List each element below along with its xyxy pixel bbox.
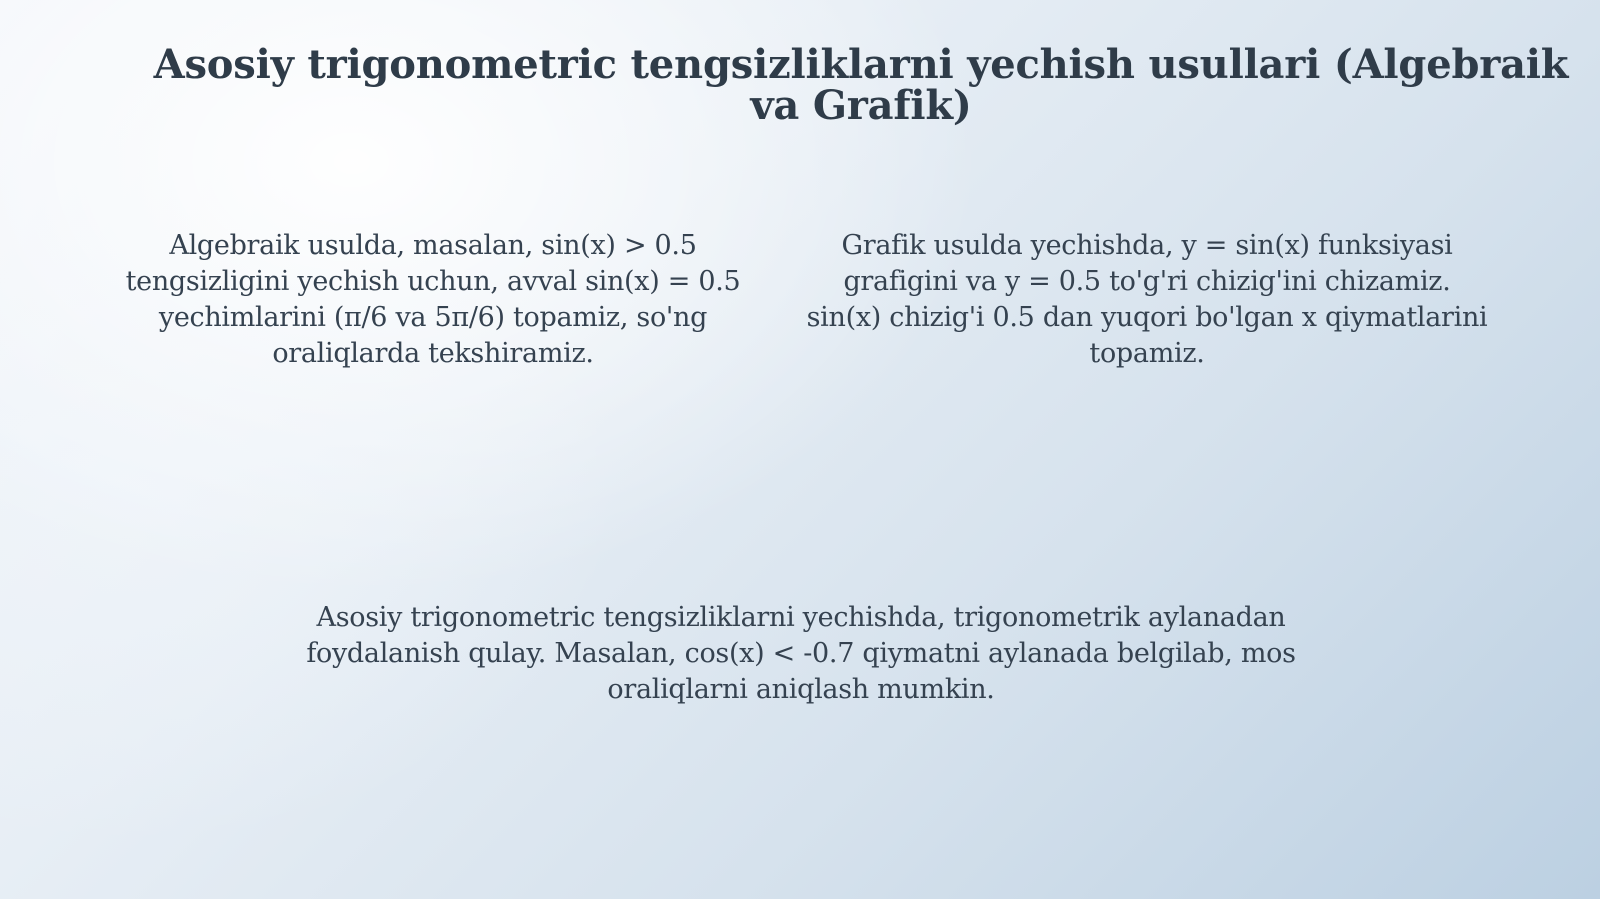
algebraic-method-text: Algebraik usulda, masalan, sin(x) > 0.5 tengsizligini yechish uchun, avval sin(x) = 0.5 yechimlarini (π/6 va 5π/6) topamiz, so'ng oraliqlarda tekshiramiz. xyxy=(125,230,741,369)
unit-circle-method-text: Asosiy trigonometric tengsizliklarni yechishda, trigonometrik aylanadan foydalanish qulay. Masalan, cos(x) < -0.7 qiymatni aylanada belgilab, mos oraliqlarni aniqlash mumkin. xyxy=(306,602,1296,705)
graphical-method-text: Grafik usulda yechishda, y = sin(x) funksiyasi grafigini va y = 0.5 to'g'ri chizig'ini chizamiz. sin(x) chizig'i 0.5 dan yuqori bo'lgan x qiymatlarini topamiz. xyxy=(806,230,1488,369)
slide-title: Asosiy trigonometric tengsizliklarni yechish usullari (Algebraik va Grafik) xyxy=(153,41,1569,129)
